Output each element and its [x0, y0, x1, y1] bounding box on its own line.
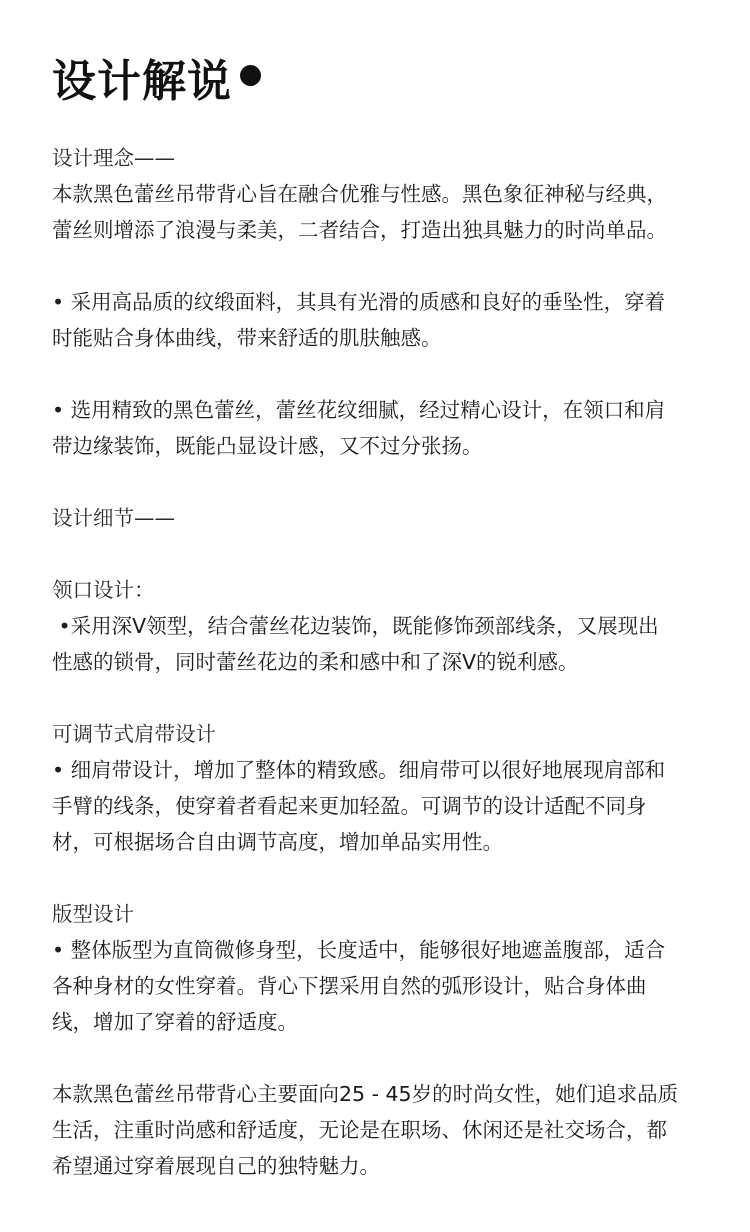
paragraph-line: • 选用精致的黑色蕾丝，蕾丝花纹细腻，经过精心设计，在领口和肩 — [52, 398, 666, 422]
paragraph-line: 性感的锁骨，同时蕾丝花边的柔和感中和了深V的锐利感。 — [52, 650, 579, 674]
spacer — [52, 248, 722, 284]
paragraph-line: • 采用高品质的纹缎面料，其具有光滑的质感和良好的垂坠性，穿着 — [52, 290, 666, 314]
paragraph-line: •采用深V领型，结合蕾丝花边装饰，既能修饰颈部线条，又展现出 — [52, 614, 659, 638]
paragraph-line: 本款黑色蕾丝吊带背心主要面向25 - 45岁的时尚女性，她们追求品质 — [52, 1082, 679, 1106]
spacer — [52, 536, 722, 572]
section-label-fit: 版型设计 — [52, 902, 134, 926]
spacer — [52, 356, 722, 392]
paragraph-line: 生活，注重时尚感和舒适度，无论是在职场、休闲还是社交场合，都 — [52, 1118, 667, 1142]
title-dot-icon — [240, 65, 261, 86]
paragraph-line: 材，可根据场合自由调节高度，增加单品实用性。 — [52, 830, 503, 854]
paragraph-line: 手臂的线条，使穿着者看起来更加轻盈。可调节的设计适配不同身 — [52, 794, 647, 818]
paragraph-line: 带边缘装饰，既能凸显设计感，又不过分张扬。 — [52, 434, 483, 458]
spacer — [52, 680, 722, 716]
section-label-details: 设计细节—— — [52, 506, 175, 530]
paragraph-line: • 整体版型为直筒微修身型，长度适中，能够很好地遮盖腹部，适合 — [52, 938, 666, 962]
section-label-concept: 设计理念—— — [52, 146, 175, 170]
paragraph-line: 蕾丝则增添了浪漫与柔美，二者结合，打造出独具魅力的时尚单品。 — [52, 218, 667, 242]
paragraph-line: 线，增加了穿着的舒适度。 — [52, 1010, 298, 1034]
paragraph-line: 本款黑色蕾丝吊带背心旨在融合优雅与性感。黑色象征神秘与经典， — [52, 182, 667, 206]
page-title: 设计解说 — [52, 56, 232, 107]
spacer — [52, 464, 722, 500]
spacer — [52, 1040, 722, 1076]
spacer — [52, 860, 722, 896]
paragraph-line: • 细肩带设计，增加了整体的精致感。细肩带可以很好地展现肩部和 — [52, 758, 666, 782]
paragraph-line: 希望通过穿着展现自己的独特魅力。 — [52, 1154, 380, 1178]
section-label-neckline: 领口设计： — [52, 578, 155, 602]
title-row — [52, 50, 261, 114]
content-body — [52, 140, 722, 1184]
section-label-straps: 可调节式肩带设计 — [52, 722, 216, 746]
paragraph-line: 时能贴合身体曲线，带来舒适的肌肤触感。 — [52, 326, 442, 350]
paragraph-line: 各种身材的女性穿着。背心下摆采用自然的弧形设计，贴合身体曲 — [52, 974, 647, 998]
